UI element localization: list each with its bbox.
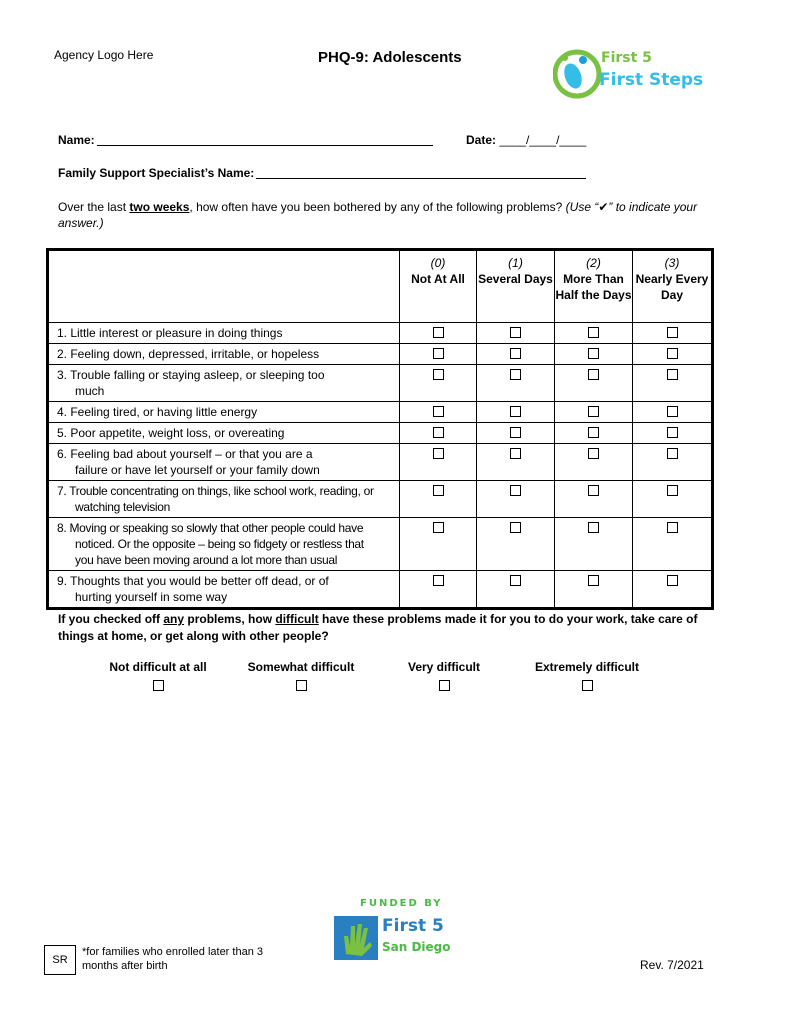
revision-date: Rev. 7/2021 <box>640 958 704 972</box>
column-header-3 <box>633 250 713 323</box>
checkbox[interactable] <box>433 575 444 586</box>
table-row <box>48 323 713 344</box>
column-header-0 <box>400 250 477 323</box>
funder-line1: First 5 <box>382 916 444 936</box>
hand-print-icon <box>334 916 378 960</box>
header-blank <box>48 250 400 323</box>
agency-logo-placeholder: Agency Logo Here <box>54 48 154 62</box>
option-label: Somewhat difficult <box>247 660 355 674</box>
question-text: 4. Feeling tired, or having little energy <box>57 405 258 419</box>
checkbox[interactable] <box>588 448 599 459</box>
footnote: *for families who enrolled later than 3 months after birth <box>82 946 263 972</box>
specialist-line[interactable] <box>256 166 586 179</box>
table-row <box>48 518 713 571</box>
date-field[interactable] <box>466 133 586 147</box>
question-2 <box>48 344 400 365</box>
table-row <box>48 481 713 518</box>
question-text-cont: noticed. Or the opposite – being so fidgety or restless that <box>75 537 364 551</box>
sr-code-box: SR <box>44 945 76 975</box>
question-5 <box>48 423 400 444</box>
name-field[interactable] <box>58 133 433 147</box>
question-text: 9. Thoughts that you would be better off dead, or of <box>57 574 329 588</box>
question-8 <box>48 518 400 571</box>
question-6 <box>48 444 400 481</box>
checkbox[interactable] <box>153 680 164 691</box>
question-text-cont: you have been moving around a lot more than usual <box>75 553 338 567</box>
question-3 <box>48 365 400 402</box>
table-row <box>48 365 713 402</box>
checkbox[interactable] <box>296 680 307 691</box>
checkbox[interactable] <box>667 327 678 338</box>
checkbox[interactable] <box>433 485 444 496</box>
checkbox[interactable] <box>667 575 678 586</box>
option-label: Not difficult at all <box>109 660 207 674</box>
question-text: 3. Trouble falling or staying asleep, or sleeping too <box>57 368 325 382</box>
table-row <box>48 444 713 481</box>
question-text: 6. Feeling bad about yourself – or that you are a <box>57 447 313 461</box>
funder-line2: San Diego <box>382 940 451 954</box>
checkbox[interactable] <box>433 406 444 417</box>
column-label: Not At All <box>411 272 465 286</box>
column-score: (3) <box>664 256 680 270</box>
instructions-text-2: , how often have you been bothered by any of the following problems? <box>189 200 566 214</box>
question-text: 7. Trouble concentrating on things, like school work, reading, or <box>57 484 374 498</box>
checkbox[interactable] <box>439 680 450 691</box>
checkbox[interactable] <box>588 348 599 359</box>
checkbox[interactable] <box>510 327 521 338</box>
phq9-table <box>46 248 714 610</box>
checkbox[interactable] <box>510 448 521 459</box>
question-1 <box>48 323 400 344</box>
checkbox[interactable] <box>588 427 599 438</box>
checkbox[interactable] <box>588 485 599 496</box>
checkbox[interactable] <box>510 575 521 586</box>
checkbox[interactable] <box>667 369 678 380</box>
first5-san-diego-logo <box>330 898 470 968</box>
checkbox[interactable] <box>667 448 678 459</box>
checkbox[interactable] <box>667 348 678 359</box>
checkbox[interactable] <box>433 348 444 359</box>
column-header-1 <box>477 250 555 323</box>
name-line[interactable] <box>97 133 433 146</box>
funded-by-text: FUNDED BY <box>360 898 443 909</box>
option-somewhat-difficult[interactable] <box>246 660 356 691</box>
checkbox[interactable] <box>588 522 599 533</box>
checkbox[interactable] <box>588 327 599 338</box>
column-score: (0) <box>430 256 446 270</box>
option-label: Very difficult <box>407 660 481 674</box>
table-row <box>48 402 713 423</box>
checkbox[interactable] <box>433 448 444 459</box>
difficulty-text: have these problems made it for you to do your work, take care of things at home, or get along with other people? <box>58 612 698 643</box>
option-very-difficult[interactable] <box>404 660 484 691</box>
first5-first-steps-logo <box>553 44 713 100</box>
checkbox[interactable] <box>588 575 599 586</box>
checkbox[interactable] <box>510 485 521 496</box>
checkbox[interactable] <box>510 406 521 417</box>
question-text-cont: watching television <box>75 500 171 514</box>
question-text: 1. Little interest or pleasure in doing things <box>57 326 283 340</box>
specialist-name-field[interactable] <box>58 166 586 180</box>
checkbox[interactable] <box>433 522 444 533</box>
checkbox[interactable] <box>588 369 599 380</box>
checkbox[interactable] <box>582 680 593 691</box>
instructions-note: (Use “✔” to indicate your answer.) <box>58 200 698 230</box>
difficulty-question <box>58 611 718 645</box>
page-title: PHQ-9: Adolescents <box>318 49 462 66</box>
instructions-text-1: Over the last <box>58 200 130 214</box>
checkbox[interactable] <box>667 427 678 438</box>
question-9 <box>48 571 400 609</box>
question-text: 8. Moving or speaking so slowly that other people could have <box>57 521 364 535</box>
date-label: Date: <box>466 133 497 147</box>
checkbox[interactable] <box>667 406 678 417</box>
checkbox[interactable] <box>667 485 678 496</box>
column-label: Several Days <box>478 272 553 286</box>
question-text: 5. Poor appetite, weight loss, or overeating <box>57 426 285 440</box>
column-score: (1) <box>508 256 523 270</box>
checkbox[interactable] <box>588 406 599 417</box>
difficulty-text: If you checked off <box>58 612 164 626</box>
question-text-cont: much <box>75 384 105 398</box>
checkbox[interactable] <box>433 327 444 338</box>
logo-line1: First 5 <box>601 50 652 66</box>
difficulty-emphasis-any: any <box>163 612 185 626</box>
column-label: More Than Half the Days <box>555 272 632 302</box>
checkbox[interactable] <box>667 522 678 533</box>
option-not-difficult[interactable] <box>108 660 208 691</box>
option-label: Extremely difficult <box>534 660 640 674</box>
logo-line2: First Steps <box>599 70 704 90</box>
column-header-2 <box>555 250 633 323</box>
question-text-cont: failure or have let yourself or your family down <box>75 463 320 477</box>
table-row <box>48 571 713 609</box>
option-extremely-difficult[interactable] <box>532 660 642 691</box>
question-text-cont: hurting yourself in some way <box>75 590 228 604</box>
column-label: Nearly Every Day <box>635 272 709 302</box>
instructions-emphasis: two weeks <box>129 200 190 214</box>
question-7 <box>48 481 400 518</box>
checkbox[interactable] <box>510 369 521 380</box>
question-4 <box>48 402 400 423</box>
checkbox[interactable] <box>510 348 521 359</box>
name-label: Name: <box>58 133 95 147</box>
column-score: (2) <box>586 256 601 270</box>
instructions <box>58 199 698 231</box>
date-blanks[interactable]: ____/____/____ <box>499 133 587 147</box>
table-header-row <box>48 250 713 323</box>
difficulty-text: problems, how <box>184 612 276 626</box>
specialist-label: Family Support Specialist’s Name: <box>58 166 255 180</box>
table-row <box>48 423 713 444</box>
checkbox[interactable] <box>433 369 444 380</box>
difficulty-emphasis-difficult: difficult <box>275 612 319 626</box>
checkbox[interactable] <box>433 427 444 438</box>
checkbox[interactable] <box>510 427 521 438</box>
checkbox[interactable] <box>510 522 521 533</box>
question-text: 2. Feeling down, depressed, irritable, or hopeless <box>57 347 320 361</box>
table-row <box>48 344 713 365</box>
